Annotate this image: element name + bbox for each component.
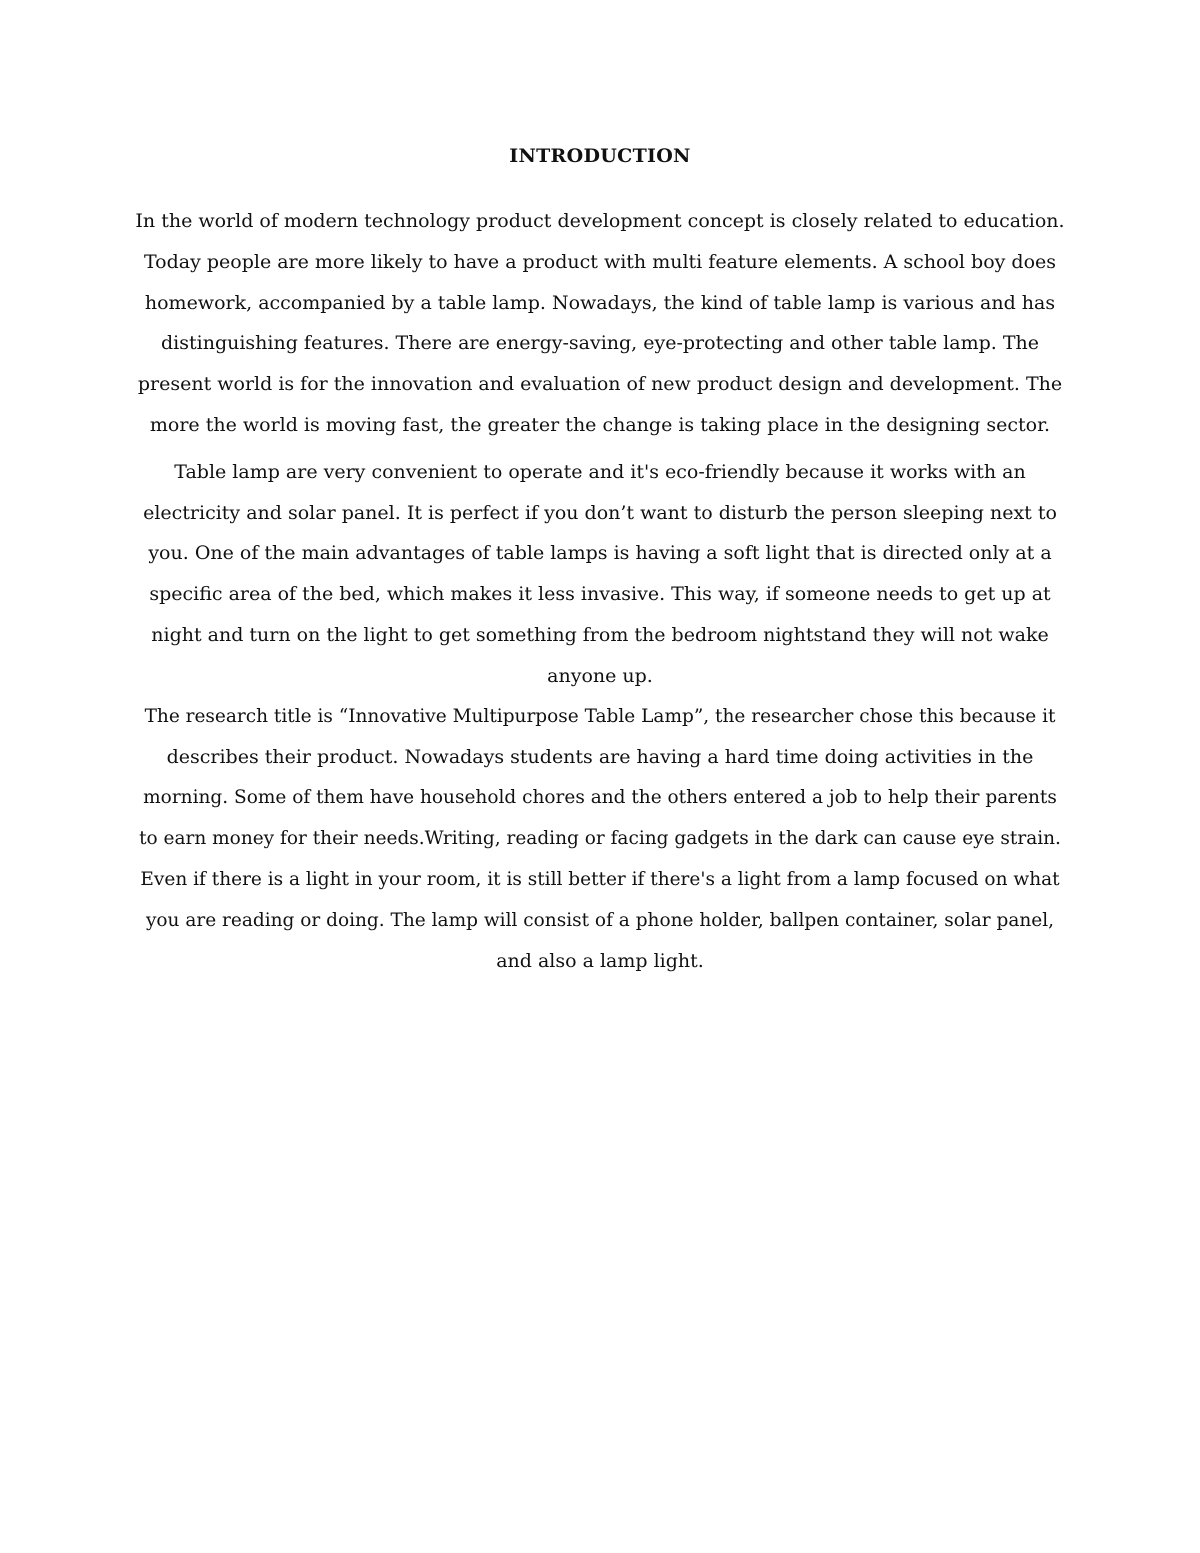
paragraph-advantages	[135, 452, 1065, 697]
text-line: more the world is moving fast, the greater the change is taking place in the designing sector.	[149, 413, 1051, 436]
text-line: The research title is “Innovative Multipurpose Table Lamp”, the researcher chose this because it	[144, 705, 1056, 727]
text-line: describes their product. Nowadays students are having a hard time doing activities in the	[166, 746, 1034, 769]
text-line: and also a lamp light.	[496, 950, 704, 973]
text-line: homework, accompanied by a table lamp. Nowadays, the kind of table lamp is various and has	[144, 291, 1056, 314]
text-line: electricity and solar panel. It is perfect if you don’t want to disturb the person sleeping next to	[143, 501, 1057, 524]
text-line: In the world of modern technology product development concept is closely related to education.	[135, 210, 1065, 232]
text-line: Today people are more likely to have a product with multi feature elements. A school boy does	[143, 250, 1057, 273]
text-line: specific area of the bed, which makes it less invasive. This way, if someone needs to get up at	[149, 583, 1051, 606]
text-line: anyone up.	[547, 664, 653, 687]
text-line: Even if there is a light in your room, it is still better if there's a light from a lamp focused on what	[140, 868, 1060, 890]
paragraph-research-title	[135, 697, 1065, 983]
text-line: you. One of the main advantages of table lamps is having a soft light that is directed only at a	[148, 542, 1052, 565]
text-line: morning. Some of them have household chores and the others entered a job to help their parents	[143, 787, 1057, 809]
text-line: present world is for the innovation and evaluation of new product design and development. The	[137, 373, 1063, 396]
text-line: Table lamp are very convenient to operate and it's eco-friendly because it works with an	[174, 460, 1026, 483]
text-line: night and turn on the light to get something from the bedroom nightstand they will not wake	[151, 623, 1049, 646]
page-title: INTRODUCTION	[509, 145, 691, 167]
text-line: you are reading or doing. The lamp will consist of a phone holder, ballpen container, solar panel,	[145, 909, 1055, 931]
text-line: to earn money for their needs.Writing, reading or facing gadgets in the dark can cause eye strain.	[139, 827, 1061, 849]
document-body	[135, 201, 1065, 982]
paragraph-intro	[135, 201, 1065, 446]
text-line: distinguishing features. There are energy-saving, eye-protecting and other table lamp. The	[161, 332, 1039, 355]
